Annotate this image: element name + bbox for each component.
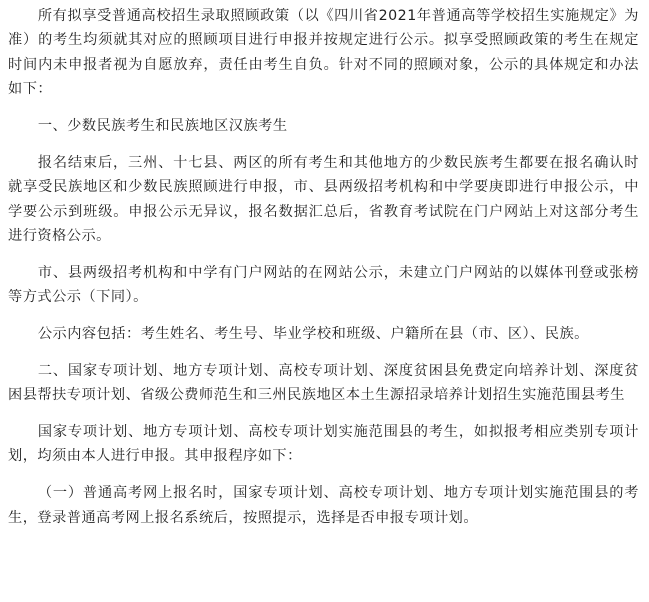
paragraph-registration: 报名结束后，三州、十七县、两区的所有考生和其他地方的少数民族考生都要在报名确认时就享受民族地区和少数民族照顾进行申报，市、县两级招考机构和中学要庚即进行申报公示，中学要公示到班级。申报公示无异议，报名数据汇总后，省教育考试院在门户网站上对这部分考生进行资格公示。 bbox=[8, 154, 639, 245]
paragraph-special-plans-apply: 国家专项计划、地方专项计划、高校专项计划实施范围县的考生，如拟报考相应类别专项计划，均须由本人进行申报。其申报程序如下： bbox=[8, 424, 639, 465]
section-heading-special-plans: 二、国家专项计划、地方专项计划、高校专项计划、深度贫困县免费定向培养计划、深度贫困县帮扶专项计划、省级公费师范生和三州民族地区本土生源招录培养计划招生实施范围县考生 bbox=[8, 362, 639, 404]
paragraph-intro: 所有拟享受普通高校招生录取照顾政策（以《四川省2021年普通高等学校招生实施规定》为准）的考生均须就其对应的照顾项目进行申报并按规定进行公示。拟享受照顾政策的考生在规定时间内未申报者视为自愿放弃，责任由考生自负。针对不同的照顾对象，公示的具体规定和办法如下： bbox=[8, 8, 639, 98]
paragraph-procedure-one: （一）普通高考网上报名时，国家专项计划、高校专项计划、地方专项计划实施范围县的考生，登录普通高考网上报名系统后，按照提示，选择是否申报专项计划。 bbox=[8, 485, 639, 526]
paragraph-publicity-content: 公示内容包括：考生姓名、考生号、毕业学校和班级、户籍所在县（市、区）、民族。 bbox=[37, 326, 589, 343]
paragraph-publicity-method: 市、县两级招考机构和中学有门户网站的在网站公示，未建立门户网站的以媒体刊登或张榜等方式公示（下同）。 bbox=[8, 264, 639, 306]
section-heading-ethnic: 一、少数民族考生和民族地区汉族考生 bbox=[37, 118, 288, 135]
